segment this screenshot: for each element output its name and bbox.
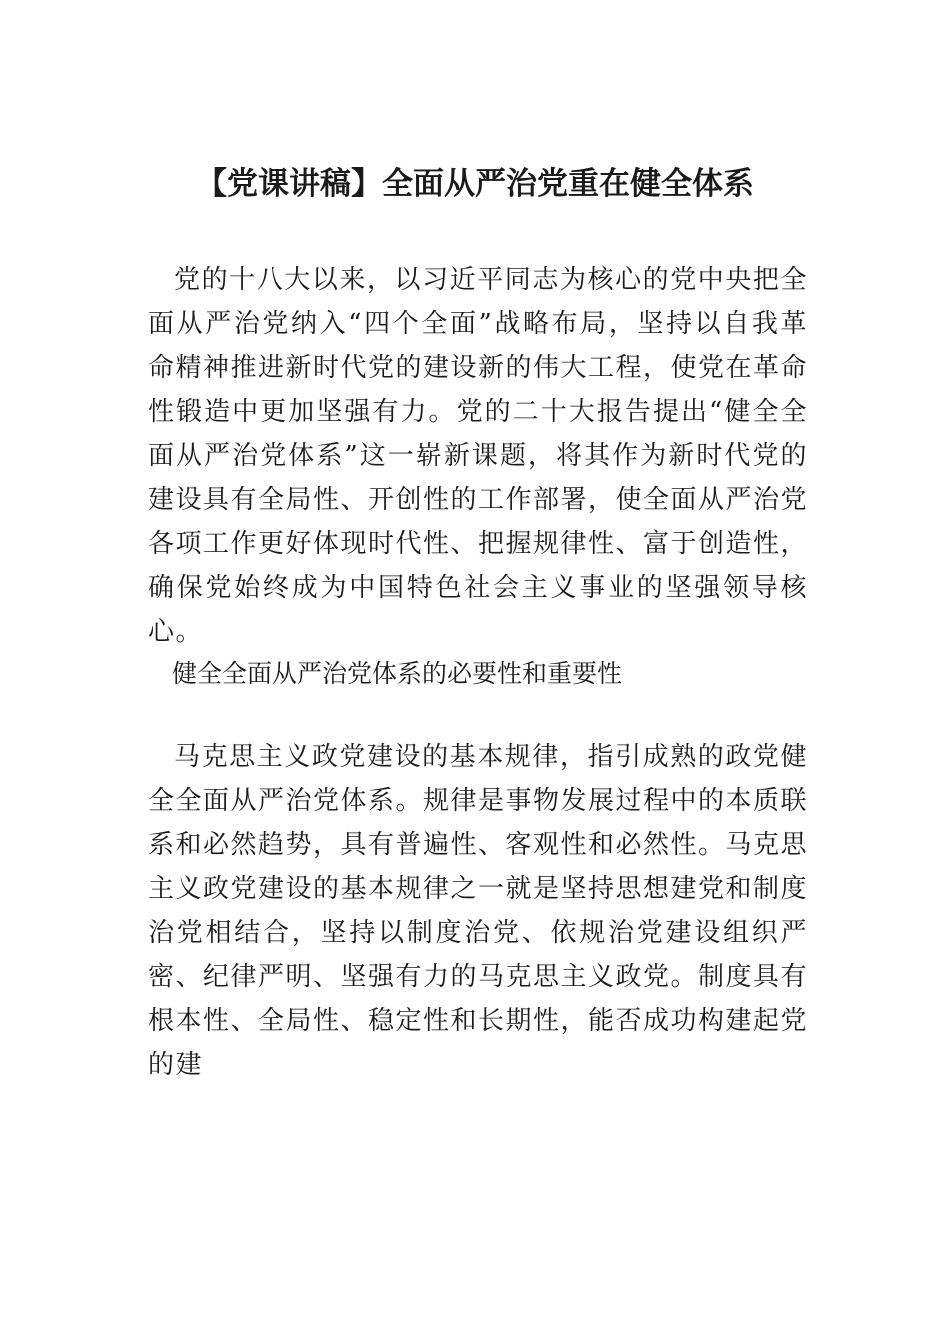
section-heading: 健全全面从严治党体系的必要性和重要性 bbox=[172, 659, 623, 688]
intro-paragraph: 党的十八大以来，以习近平同志为核心的党中央把全面从严治党纳入“四个全面”战略布局，坚持以自我革命精神推进新时代党的建设新的伟大工程，使党在革命性锻造中更加坚强有力。党的二十大报告提出“健全全面从严治党体系”这一崭新课题，将其作为新时代党的建设具有全局性、开创性的工作部署，使全面从严治党各项工作更好体现时代性、把握规律性、富于创造性，确保党始终成为中国特色社会主义事业的坚强领导核心。 bbox=[148, 265, 809, 647]
document-title: 【党课讲稿】全面从严治党重在健全体系 bbox=[196, 166, 754, 202]
body-paragraph: 马克思主义政党建设的基本规律，指引成熟的政党健全全面从严治党体系。规律是事物发展过程中的本质联系和必然趋势，具有普遍性、客观性和必然性。马克思主义政党建设的基本规律之一就是坚持思想建党和制度治党相结合，坚持以制度治党、依规治党建设组织严密、纪律严明、坚强有力的马克思主义政党。制度具有根本性、全局性、稳定性和长期性，能否成功构建起党的建 bbox=[148, 742, 809, 1080]
